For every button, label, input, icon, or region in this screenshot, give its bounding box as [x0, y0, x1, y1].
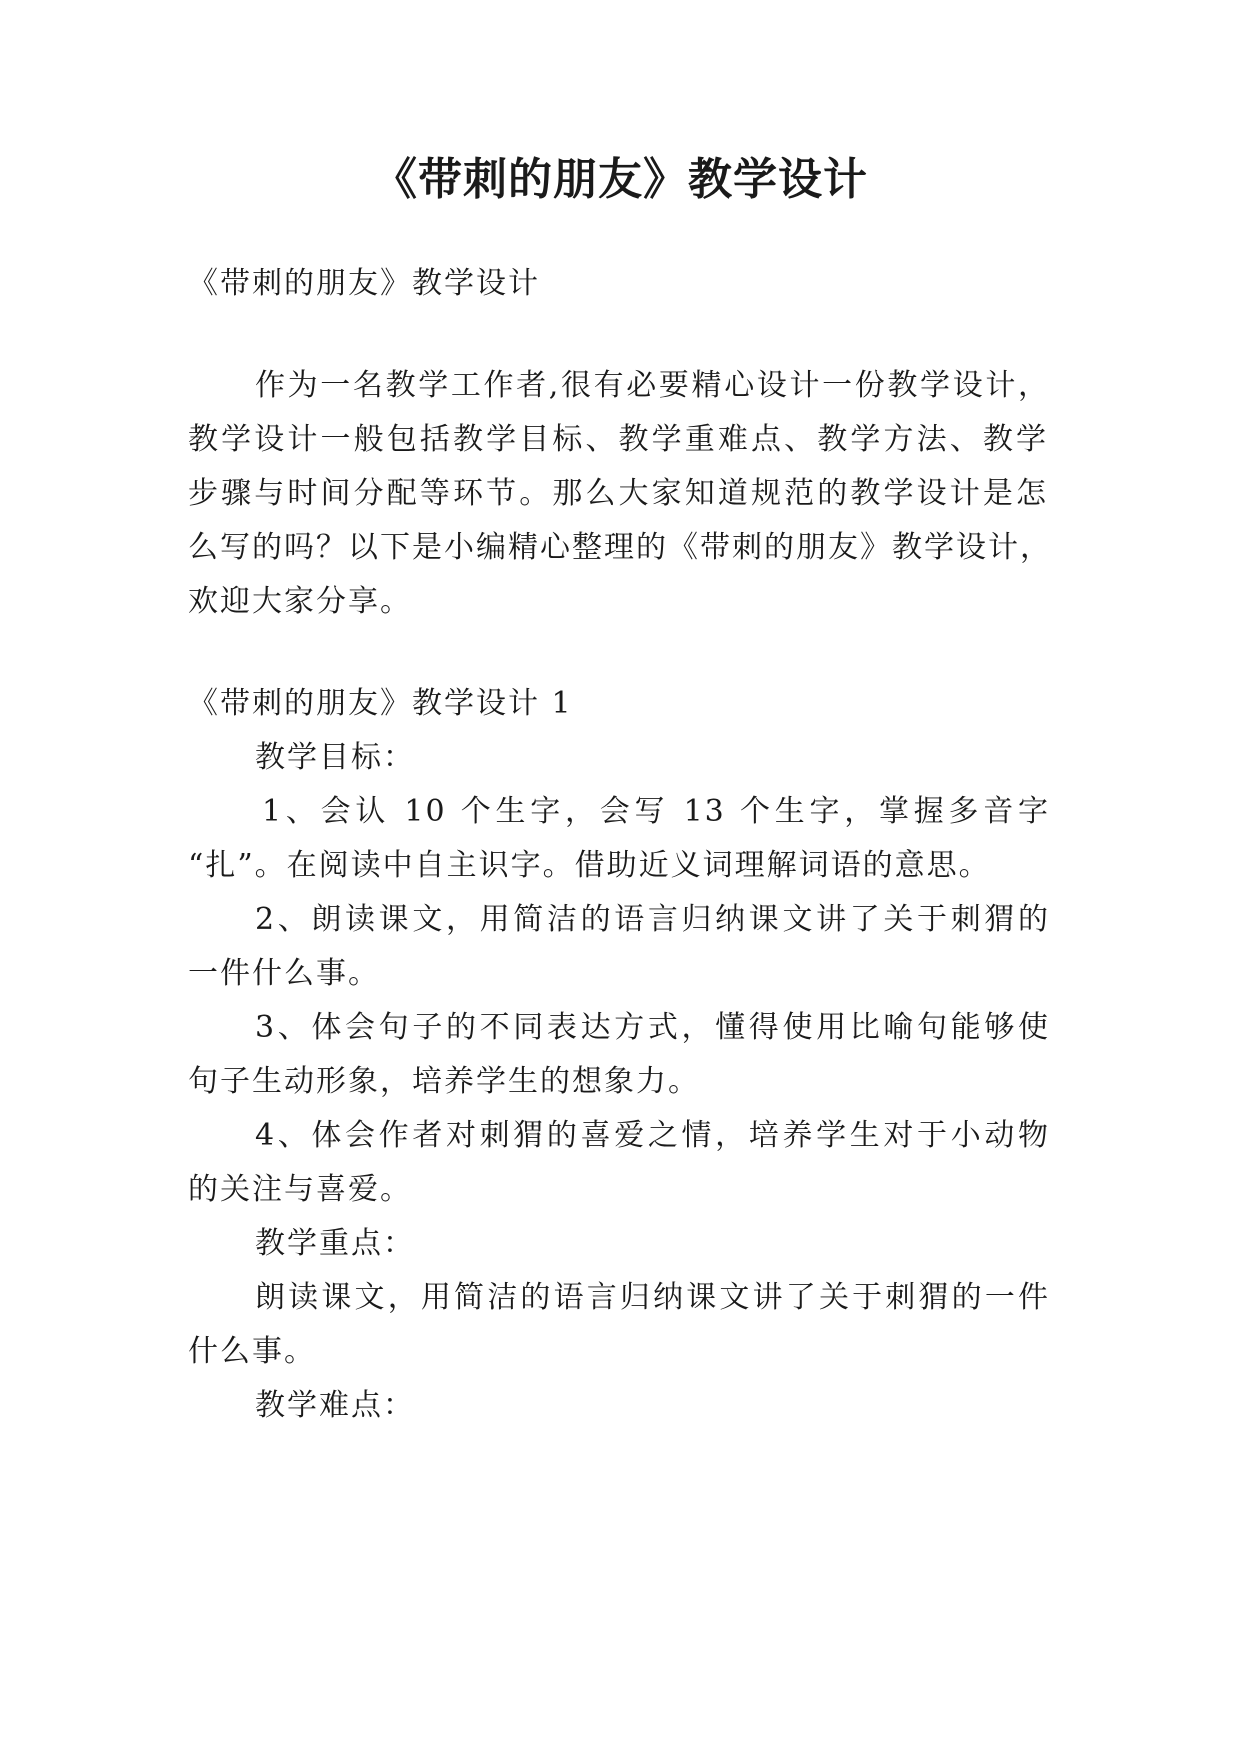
- document-title: 《带刺的朋友》教学设计: [373, 154, 868, 205]
- key-points-heading: 教学重点：: [255, 1226, 415, 1261]
- objective-1-line-1: 1、会认 10 个生字，会写 13 个生字，掌握多音字: [262, 794, 1050, 829]
- objective-2-line-2: 一件什么事。: [188, 956, 380, 991]
- intro-line-2: 教学设计一般包括教学目标、教学重难点、教学方法、教学: [188, 422, 1048, 457]
- key-points-line-1: 朗读课文，用简洁的语言归纳课文讲了关于刺猬的一件: [255, 1280, 1050, 1315]
- objective-4-line-2: 的关注与喜爱。: [188, 1172, 412, 1207]
- intro-line-3: 步骤与时间分配等环节。那么大家知道规范的教学设计是怎: [188, 476, 1048, 511]
- objective-1-line-2: “扎”。在阅读中自主识字。借助近义词理解词语的意思。: [188, 848, 991, 883]
- section-heading-1: 《带刺的朋友》教学设计 1: [188, 686, 573, 721]
- intro-line-5: 欢迎大家分享。: [188, 584, 412, 619]
- subtitle-line: 《带刺的朋友》教学设计: [188, 266, 540, 301]
- intro-line-1: 作为一名教学工作者,很有必要精心设计一份教学设计，: [255, 368, 1050, 403]
- objective-3-line-1: 3、体会句子的不同表达方式，懂得使用比喻句能够使: [255, 1010, 1050, 1045]
- objective-4-line-1: 4、体会作者对刺猬的喜爱之情，培养学生对于小动物: [255, 1118, 1050, 1153]
- objectives-heading: 教学目标：: [255, 740, 415, 775]
- difficulties-heading: 教学难点：: [255, 1388, 415, 1423]
- intro-line-4: 么写的吗？以下是小编精心整理的《带刺的朋友》教学设计，: [188, 530, 1052, 565]
- objective-3-line-2: 句子生动形象，培养学生的想象力。: [188, 1064, 700, 1099]
- objective-2-line-1: 2、朗读课文，用简洁的语言归纳课文讲了关于刺猬的: [255, 902, 1050, 937]
- key-points-line-2: 什么事。: [188, 1334, 316, 1369]
